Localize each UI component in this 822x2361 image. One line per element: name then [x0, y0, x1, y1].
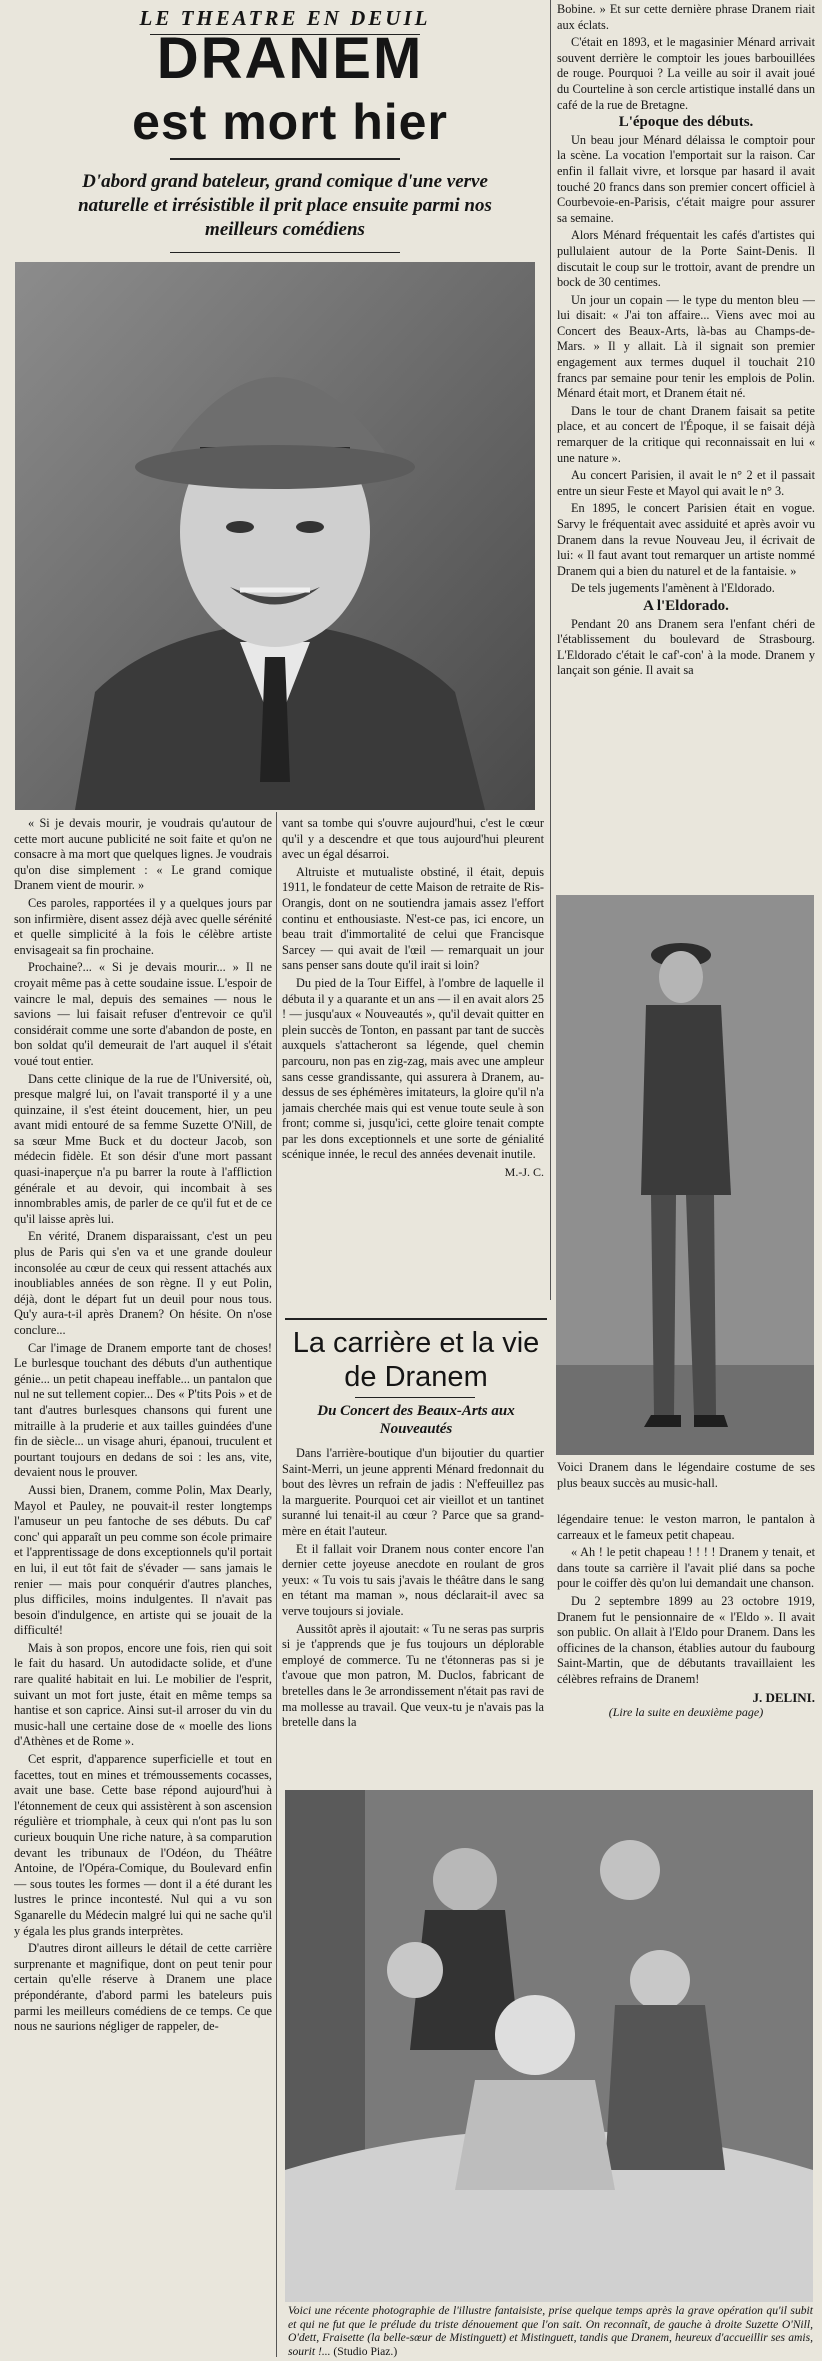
- paragraph: De tels jugements l'amènent à l'Eldorado.: [571, 581, 775, 596]
- paragraph: Dans cette clinique de la rue de l'Université, où, presque malgré lui, on l'avait transporté il y a une quinzaine, il s'est éteint doucement, hier, un peu avant midi entouré de sa femme Suzette O'Nill, de sa sœur Mme Buck et du docteur Jacob, son médecin fidèle. Et son désir d'une mort passant quasi-inaperçue n'a pu barrer la route à l'affliction générale et au devoir, qui incombait à ses innombrables amis, de parler de ce qu'il fut et de ce qu'il laisse après lui.: [14, 1071, 272, 1226]
- paragraph: Du 2 septembre 1899 au 23 octobre 1919, Dranem fut le pensionnaire de « l'Eldo ». Il avait son public. On allait à l'Eldo pour Dranem. Dans les officines de la chanson, établies autour du faubourg Saint-Martin, que de débutants travaillaient les célèbres refrains de Dranem!: [557, 1593, 815, 1686]
- group-photo: [285, 1790, 813, 2302]
- photo-caption: Voici Dranem dans le légendaire costume de ses plus beaux succès au music-hall.: [557, 1460, 815, 1490]
- paragraph: Cet esprit, d'apparence superficielle et tout en facettes, tout en mines et trémoussements cocasses, avait une base. Cette base répond aujourd'hui à l'étonnement de ceux qui assistèrent à son ascension régulière et triomphale, à ceux qui n'ont pas lu son curieux bouquin Une riche nature, à sa comparution devant les tribunaux de l'Odéon, du Théâtre Antoine, de l'Opéra-Comique, du Boulevard enfin — sous toutes les formes — dont il a été durant les lustres le prince incontesté. Nul qui a vu son Sganarelle du Médecin malgré lui qui ne sache qu'il y égala les plus grands interprètes.: [14, 1752, 272, 1938]
- paragraph: Au concert Parisien, il avait le n° 2 et il passait entre un sieur Feste et Mayol qui avait le n° 3.: [557, 468, 815, 498]
- paragraph: Mais à son propos, encore une fois, rien qui soit le fait du hasard. Un autodidacte solide, et d'une rare qualité habitait en lui. Le mobilier de l'esprit, suivant un mot fort juste, était en même temps sa hantise et son caprice. Ainsi sut-il arroser du vin du music-hall une certaine dose de « moelle des lions d'Athènes et de Rome ».: [14, 1640, 272, 1749]
- paragraph: D'autres diront ailleurs le détail de cette carrière surprenante et magnifique, dont on peut tenir pour certain qu'elle réserve à Dranem une place prépondérante, d'abord parmi les bateleurs puis parmi les meilleurs comédiens de ce temps. Ce que nous ne saurions négliger de rappeler, de-: [14, 1941, 272, 2034]
- paragraph: légendaire tenue: le veston marron, le pantalon à carreaux et le fameux petit chapeau.: [557, 1512, 815, 1542]
- paragraph: Aussitôt après il ajoutait: « Tu ne seras pas surpris si je t'apprends que je fus toujours un déplorable employé de commerce. Tu ne t'étonneras pas si je t'avoue que mon patron, M. Duclos, fabricant de bretelles dans le 3e arrondissement n'était pas ravi de ma mollesse au travail. Que veux-tu je n'avais pas la bretelle dans la: [282, 1621, 544, 1730]
- paragraph: « Si je devais mourir, je voudrais qu'autour de cette mort aucune publicité ne soit faite et qu'on ne consacre à ma mort que quelques lignes. Je voudrais qu'on dise simplement : « Le grand comique Dranem vient de mourir. »: [14, 816, 272, 893]
- photo-credit: (Studio Piaz.): [333, 2344, 398, 2358]
- group-photo-caption: [288, 2304, 813, 2358]
- paragraph: Alors Ménard fréquentait les cafés d'artistes qui pullulaient autour de la Porte Saint-Denis. Il discutait le coup sur le trottoir, avant de prendre un bock de 30 centimes.: [557, 228, 815, 290]
- caption-text: Voici une récente photographie de l'illustre fantaisiste, prise quelque temps après la grave opération qu'il subit et qui ne fut que le prélude du triste dénouement que l'on sait. On reconnaît, de gauche à droite Suzette O'Nill, O'dett, Fraisette (la belle-sœur de Mistinguett) et Mistinguett, tandis que Dranem, heureux d'accueillir ses amis, sourit !...: [288, 2304, 813, 2358]
- paragraph: En vérité, Dranem disparaissant, c'est un peu plus de Paris qui s'en va et une grande douleur inconsolée au cœur de ceux qui ressent attachés aux inoubliables années de son règne. Il y eut Polin, déjà, dont le départ fut un deuil pour nous tous. Qu'y aura-t-il après Dranem? On hésite. On n'ose conclure...: [14, 1229, 272, 1337]
- column-rule: [276, 812, 277, 2357]
- paragraph: Du pied de la Tour Eiffel, à l'ombre de laquelle il débuta il y a quarante et un ans — il en avait alors 25 ! — jusqu'aux « Nouveautés », qu'il devait quitter en plein succès de Tonton, en passant par tant de succès auxquels s'attacheront sa légende, quel chemin parcouru, non pas en zig-zag, mais avec une ampleur sans cesse grandissante, qui assurera à Dranem, au-dessus de ses éphémères imitateurs, la gloire qu'il n'a jamais cherchée mais qui est venue toute seule à son front; comme si, jusqu'ici, cette gloire tenait compte par les dons exceptionnels et une sorte de génialité scénique innée, le recul des années devenait inutile.: [282, 975, 544, 1162]
- paragraph: Dans l'arrière-boutique d'un bijoutier du quartier Saint-Merri, un jeune apprenti Ménard fredonnait du bout des lèvres un refrain de jadis : N'effeuillez pas la marguerite. Pourquoi cet air vieillot et un tantinet suranné lui tenait-il au cœur ? Parce que sa grand-mère en était l'auteur.: [282, 1446, 544, 1538]
- divider: [170, 252, 400, 253]
- article-column-2b: [282, 1446, 544, 1774]
- author-signature: J. DELINI.: [752, 1689, 815, 1705]
- section-title: La carrière et la vie de Dranem: [292, 1327, 540, 1393]
- subheading: L'époque des débuts.: [618, 114, 754, 131]
- paragraph: Bobine. » Et sur cette dernière phrase Dranem riait aux éclats.: [557, 2, 815, 32]
- paragraph: « Ah ! le petit chapeau ! ! ! ! Dranem y tenait, et dans toute sa carrière il l'avait plié dans sa poche pour le coiffer dès qu'on lui demandait une chanson.: [557, 1545, 815, 1591]
- headline-line2: est mort hier: [132, 94, 448, 150]
- paragraph: Pendant 20 ans Dranem sera l'enfant chéri de l'établissement du boulevard de Strasbourg. L'Eldorado c'était le caf'-con' à la mode. Dranem y lançait son génie. Il avait sa: [557, 616, 815, 678]
- article-column-3b: [557, 1512, 815, 1782]
- paragraph: Dans le tour de chant Dranem faisait sa petite place, et au concert de l'Époque, il se faisait déjà remarquer de la critique qui reconnaissait en lui « une nature ».: [557, 403, 815, 465]
- headline-line1: DRANEM: [156, 26, 424, 91]
- paragraph: Un jour un copain — le type du menton bleu — lui disait: « J'ai ton affaire... Viens avec moi au Concert des Beaux-Arts, là-bas au Champs-de-Mars. » Il y allait. Là il signait son premier engagement aux termes duquel il touchait 210 francs par semaine pour tenir les emplois de Polin. Ménard était mort, et Dranem était né.: [557, 292, 815, 401]
- paragraph: Et il fallait voir Dranem nous conter encore l'an dernier cette joyeuse anecdote en roulant de gros yeux: « Tu vois tu sais j'avais le théâtre dans le sang en tétant ma maman », nous déclarait-il avec sa verve toujours si joviale.: [282, 1541, 544, 1618]
- divider: [285, 1318, 547, 1320]
- paragraph: Altruiste et mutualiste obstiné, il était, depuis 1911, le fondateur de cette Maison de retraite de Ris-Orangis, dont on ne soutiendra jamais assez l'effort continu et enthousiaste. N'est-ce pas, ici encore, un beau trait d'immortalité de celui que Francisque Sarcey — qui avait de l'œil — remarquait un jour sans penser sans doute qu'il irait si loin?: [282, 864, 544, 973]
- paragraph: En 1895, le concert Parisien était en vogue. Sarvy le fréquentait avec assiduité et après avoir vu Dranem dans la revue Nouveau Jeu, il écrivait de lui: « Il faut avant tout remarquer un artiste nommé Dranem qui a bien du naturel et de la fantaisie. »: [557, 501, 815, 578]
- subheading: A l'Eldorado.: [643, 597, 729, 614]
- continuation-note: (Lire la suite en deuxième page): [608, 1705, 764, 1720]
- kicker: LE THEATRE EN DEUIL: [139, 6, 431, 30]
- deck: D'abord grand bateleur, grand comique d'une verve naturelle et irrésistible il prit place ensuite parmi nos meilleurs comédiens: [78, 171, 492, 240]
- paragraph: Un beau jour Ménard délaissa le comptoir pour la scène. La vocation l'emportait sur la raison. Car enfin il fallait vivre, et lorsque par hasard il avait touché 20 francs dans son premier concert officiel à Courbevoie-en-Parisis, c'était maigre pour assurer sa semaine.: [557, 132, 815, 225]
- paragraph: vant sa tombe qui s'ouvre aujourd'hui, c'est le cœur qu'il y a descendre et que tous aujourd'hui pleurent avec un égal désarroi.: [282, 816, 544, 862]
- paragraph: Ces paroles, rapportées il y a quelques jours par son infirmière, disent assez déjà avec quelle sérénité et quelle simplicité à la fois le célèbre artiste envisageait sa fin prochaine.: [14, 895, 272, 957]
- article-column-3: [557, 2, 815, 892]
- divider: [170, 158, 400, 160]
- article-column-1: [14, 816, 272, 2358]
- paragraph: C'était en 1893, et le magasinier Ménard arrivait souvent derrière le comptoir les joues barbouillées de rouge. Pourquoi ? La veille au soir il avait joué du Courteline à son cercle artistique installé dans un café de la rue de Bretagne.: [557, 35, 815, 112]
- portrait-photo: [15, 262, 535, 810]
- costume-photo: [556, 895, 814, 1455]
- column-rule: [550, 0, 551, 1300]
- paragraph: Aussi bien, Dranem, comme Polin, Max Dearly, Mayol et Pauley, ne pouvait-il rester longtemps l'amuseur un peu fantoche de ses débuts. Du caf' conc' qui apparaît un peu comme son école primaire et l'apprentissage de dons exceptionnels qu'il portait en lui, il eut tôt fait de s'évader — sans jamais le renier — mais pour conquérir d'autres planches, plus difficiles, moins indulgentes. Il n'avait pas besoin d'indulgence, en artiste qui se jouait de la difficulté!: [14, 1482, 272, 1638]
- divider: [355, 1397, 475, 1398]
- section-subtitle: Du Concert des Beaux-Arts aux Nouveautés: [317, 1403, 515, 1437]
- article-column-2: [282, 816, 544, 1311]
- paragraph: Car l'image de Dranem emporte tant de choses! Le burlesque touchant des débuts d'un authentique génie... un petit chapeau ineffable... un pantalon que nul ne sut tellement copier... Des « P'tits Pois » et de tant d'autres burlesques chansons qui furent une mitraille à la pruderie et aux tailles guindées d'une fin de siècle... un visage ahuri, épanoui, truculent et pourtant toujours en dedans de soi : les ans, vite, devaient nous le prouver.: [14, 1340, 272, 1480]
- author-signature: M.-J. C.: [504, 1165, 544, 1180]
- paragraph: Prochaine?... « Si je devais mourir... » Il ne croyait même pas à cette soudaine issue. L'espoir de vaincre le mal, depuis des semaines — nous le savions — lui faisait refuser d'entrevoir ce qu'il considérait comme une sorte d'abandon de poste, en bon soldat qu'il demeurait de l'art auquel il s'était voué tout entier.: [14, 960, 272, 1068]
